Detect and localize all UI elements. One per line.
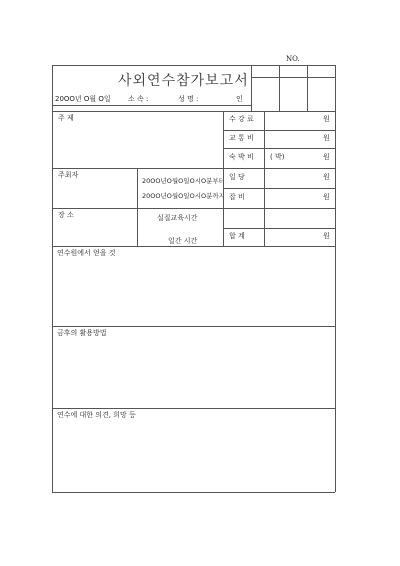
name-label: 성 명 :: [178, 95, 199, 103]
cost-unit: 원: [323, 153, 330, 161]
cost-label: 일 당: [229, 173, 245, 181]
cost-unit: 원: [323, 232, 330, 240]
cost-label: 교 통 비: [229, 134, 254, 142]
seal-mark: 인: [236, 95, 243, 103]
section-separator: [52, 326, 335, 327]
affiliation-label: 소 속 :: [128, 95, 149, 103]
cost-row-line: [223, 130, 335, 131]
cost-label: 수 강 료: [229, 115, 254, 123]
days-hours-label: 일간 시간: [168, 237, 198, 245]
header-separator: [52, 111, 335, 112]
section-label: 연수에 대한 의견, 희망 등: [57, 411, 136, 419]
cost-row-line: [223, 148, 335, 149]
cost-unit: 원: [323, 193, 330, 201]
stamp-box-line: [307, 65, 308, 111]
period-end: 20OO년O월O일O시O분까지: [142, 192, 225, 200]
report-date: 20OO년 O월 O일: [55, 95, 111, 103]
section-label: 금후의 활용방법: [57, 329, 107, 337]
cost-total-label: 합 계: [229, 232, 245, 240]
frame-right-line: [335, 65, 336, 492]
subject-label: 주 제: [58, 114, 74, 122]
info-row-underline: [52, 105, 251, 106]
col-line: [137, 168, 138, 208]
stamp-box-line: [251, 65, 252, 111]
place-label: 장 소: [58, 211, 74, 219]
cost-unit: 원: [323, 173, 330, 181]
cost-row-line: [223, 228, 335, 229]
stamp-box-line: [279, 65, 280, 111]
frame-top-line: [52, 65, 335, 66]
frame-left-line: [52, 65, 53, 492]
document-number-label: NO.: [286, 55, 300, 63]
cost-col-line: [264, 111, 265, 246]
frame-bottom-line: [52, 492, 335, 493]
practical-hours-label: 실질교육시간: [157, 214, 198, 222]
organizer-label: 주최자: [58, 171, 79, 179]
section-label: 연수원에서 얻을 것: [57, 249, 116, 257]
col-line: [137, 208, 138, 246]
section-separator: [52, 246, 335, 247]
cost-col-line: [223, 111, 224, 246]
cost-row-line: [223, 188, 335, 189]
cost-row-line: [223, 208, 335, 209]
stamp-box-line: [251, 77, 335, 78]
cost-row-line: [223, 168, 335, 169]
section-separator: [52, 408, 335, 409]
cost-label: 숙 박 비: [229, 153, 254, 161]
nights-field: ( 박): [270, 153, 285, 161]
cost-label: 잡 비: [229, 193, 245, 201]
cost-unit: 원: [323, 134, 330, 142]
period-start: 20OO년O월O일O시O분부터: [142, 177, 225, 185]
report-title: 사외연수참가보고서: [118, 73, 249, 89]
cost-unit: 원: [323, 115, 330, 123]
